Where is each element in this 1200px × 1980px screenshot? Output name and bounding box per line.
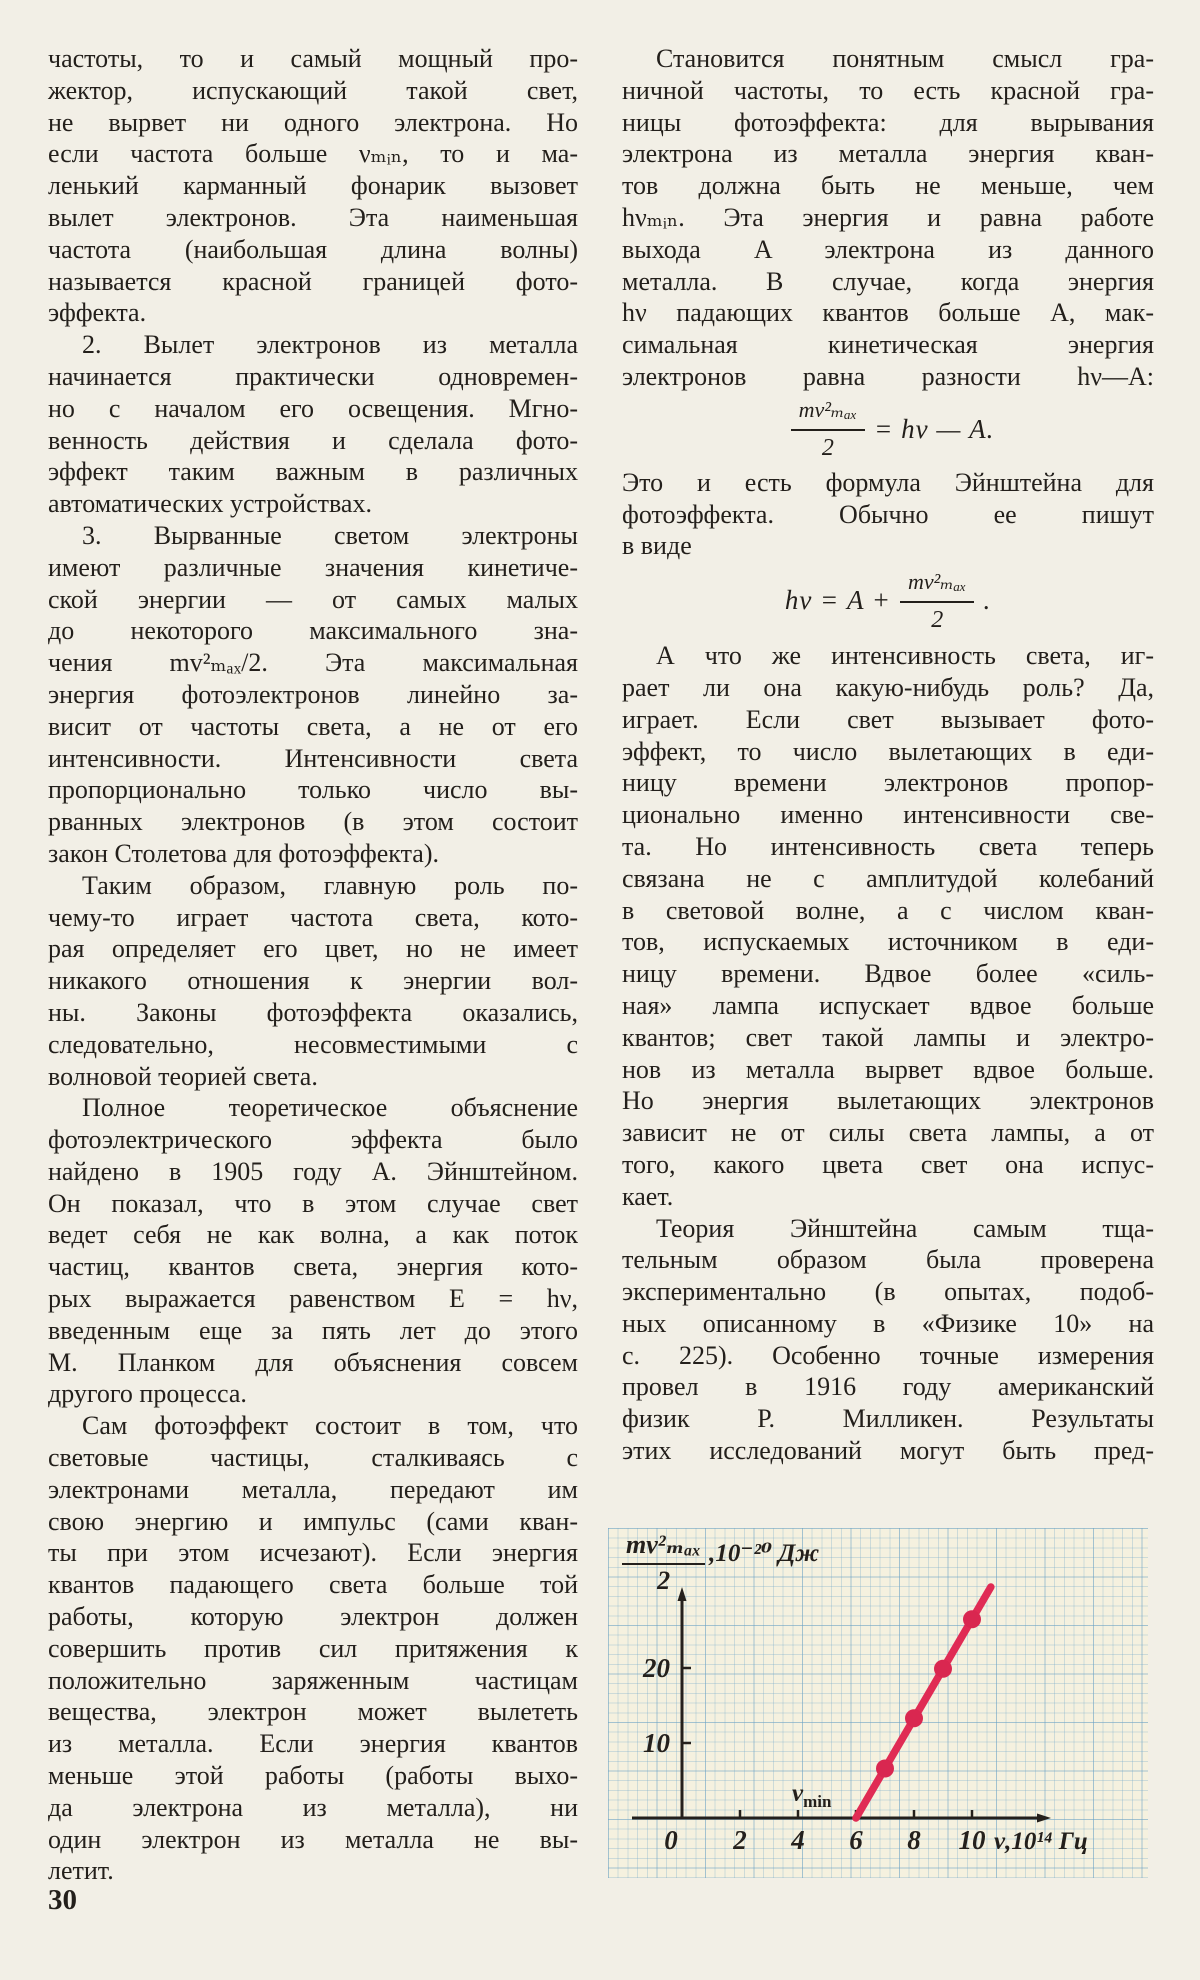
text-line: частиц, квантов света, энергия кото- [48,1252,578,1282]
text-line: совершить против сил притяжения к [48,1633,578,1663]
text-line: рванных электронов (в этом состоит [48,807,578,837]
x-tick-label: 10 [958,1825,986,1855]
text-line: тов должна быть не меньше, чем [622,171,1154,201]
text-line: чему-то играет частота света, кото- [48,902,578,932]
text-line: но с началом его освещения. Мгно- [48,393,578,423]
fraction-numerator: mv²ₘₐₓ [791,394,865,431]
text-line: выхода A электрона из данного [622,234,1154,264]
text-line: висит от частоты света, а не от его [48,711,578,741]
text-line: вещества, электрон может вылететь [48,1697,578,1727]
text-line: металла. В случае, когда энергия [622,266,1154,296]
fraction-numerator: mv²ₘₐₓ [622,1530,705,1565]
text-line: того, какого цвета свет она испус- [622,1149,1154,1179]
left-column [48,43,578,1887]
text-line: симальная кинетическая энергия [622,330,1154,360]
text-line: положительно заряженным частицам [48,1665,578,1695]
text-line: электрона из металла энергия кван- [622,139,1154,169]
text-line: играет. Если свет вызывает фото- [622,704,1154,734]
text-line: hνₘᵢₙ. Эта энергия и равна работе [622,202,1154,232]
text-line: тов, испускаемых источником в еди- [622,927,1154,957]
text-line: не вырвет ни одного электрона. Но [48,107,578,137]
x-tick-label: 4 [791,1825,805,1855]
x-tick-label: 2 [733,1825,747,1855]
text-line: провел в 1916 году американский [622,1372,1154,1402]
text-line: волновой теорией света. [48,1061,318,1091]
text-line: ционально именно интенсивности све- [622,800,1154,830]
text-line: рых выражается равенством E = hν, [48,1284,578,1314]
formula-einstein-difference [622,393,1154,467]
y-axis-label [622,1530,819,1596]
text-line: автоматических устройствах. [48,489,372,519]
text-line: ведет себя не как волна, а как поток [48,1220,578,1250]
text-line: свою энергию и импульс (сами кван- [48,1506,578,1536]
text-line: рает ли она какую-нибудь роль? Да, [622,672,1154,702]
data-point [934,1660,952,1678]
text-line: Полное теоретическое объяснение [82,1093,578,1123]
fraction-denominator: 2 [657,1566,671,1595]
text-line: пропорционально только число вы- [48,775,578,805]
x-tick-label: 6 [849,1825,863,1855]
text-line: вылет электронов. Эта наименьшая [48,202,578,232]
fraction-denominator: 2 [931,606,944,633]
text-line: следовательно, несовместимыми с [48,1029,578,1059]
nu-min-label [792,1780,831,1812]
data-point [905,1709,923,1727]
text-line: квантов; свет такой лампы и электро- [622,1022,1154,1052]
text-line: имеют различные значения кинетиче- [48,552,578,582]
data-point [876,1760,894,1778]
x-axis-label: ν,10¹⁴ Гц [994,1828,1088,1855]
text-line: другого процесса. [48,1379,247,1409]
text-line: связана не с амплитудой колебаний [622,863,1154,893]
text-line: ницы фотоэффекта: для вырывания [622,107,1154,137]
text-line: летит. [48,1856,114,1886]
text-line: фотоэффекта. Обычно ее пишут [622,499,1154,529]
text-line: в виде [622,531,692,561]
text-line: электронов равна разности hν—A: [622,361,1154,391]
nu-min-sub: min [803,1792,832,1811]
fraction-denominator: 2 [821,435,834,462]
text-line: энергия фотоэлектронов линейно за- [48,679,578,709]
text-line: если частота больше νₘᵢₙ, то и ма- [48,139,578,169]
text-line: закон Столетова для фотоэффекта). [48,838,439,868]
text-line: ленький карманный фонарик вызовет [48,171,578,201]
y-tick-label: 10 [643,1728,670,1758]
text-line: Он показал, что в этом случае свет [48,1188,578,1218]
text-line: рая определяет его цвет, но не имеет [48,934,578,964]
text-line: эффекта. [48,298,147,328]
text-line: зависит не от силы света лампы, а от [622,1118,1154,1148]
paragraph [622,1213,1154,1467]
text-line: А что же интенсивность света, иг- [656,641,1154,671]
text-line: этих исследований могут быть пред- [622,1436,1154,1466]
text-line: Таким образом, главную роль по- [82,870,578,900]
text-line: введенным еще за пять лет до этого [48,1315,578,1345]
text-line: ны. Законы фотоэффекта оказались, [48,997,578,1027]
text-line: фотоэлектрического эффекта было [48,1125,578,1155]
text-line: физик Р. Милликен. Результаты [622,1404,1154,1434]
text-line: ты при этом исчезают). Если энергия [48,1538,578,1568]
x-tick-label: 8 [907,1825,921,1855]
nu-min-base: ν [792,1780,804,1807]
text-line: тельным образом была проверена [622,1245,1154,1275]
text-line: Но энергия вылетающих электронов [622,1086,1154,1116]
formula-einstein-sum [622,562,1154,640]
text-line: частоты, то и самый мощный про- [48,44,578,73]
text-line: начинается практически одновремен- [48,361,578,391]
text-line: ная» лампа испускает вдвое больше [622,990,1154,1020]
text-line: частота (наибольшая длина волны) [48,234,578,264]
text-line: Теория Эйнштейна самым тща- [656,1213,1154,1243]
paragraph [622,467,1154,562]
photoeffect-chart [608,1528,1148,1878]
fraction [900,566,974,637]
text-line: электронами металла, передают им [48,1474,578,1504]
text-line: Становится понятным смысл гра- [656,44,1154,73]
text-line: ничной частоты, то есть красной гра- [622,75,1154,105]
data-point [963,1610,981,1628]
text-line: экспериментально (в опытах, подоб- [622,1277,1154,1307]
paragraph [622,640,1154,1212]
fraction-numerator: mv²ₘₐₓ [900,566,974,603]
text-line: жектор, испускающий такой свет, [48,75,578,105]
text-line: никакого отношения к энергии вол- [48,966,578,996]
text-line: 2. Вылет электронов из металла [82,330,578,360]
text-line: 3. Вырванные светом электроны [82,520,578,550]
text-line: квантов падающего света больше той [48,1570,578,1600]
text-line: меньше этой работы (работы выхо- [48,1761,578,1791]
text-line: с. 225). Особенно точные измерения [622,1340,1154,1370]
text-line: ных описанному в «Физике 10» на [622,1308,1154,1338]
text-line: нов из металла вырвет вдвое больше. [622,1054,1154,1084]
y-tick-label: 20 [643,1653,670,1683]
text-line: до некоторого максимального зна- [48,616,578,646]
page-number: 30 [48,1884,77,1916]
text-line: интенсивности. Интенсивности света [48,743,578,773]
fraction [622,1530,705,1596]
text-line: Это и есть формула Эйнштейна для [622,467,1154,497]
text-line: ской энергии — от самых малых [48,584,578,614]
right-column [622,43,1154,1467]
text-line: кает. [622,1181,674,1211]
formula-rhs: = hν — A. [874,413,995,444]
text-line: ницу времени. Вдвое более «силь- [622,959,1154,989]
formula-lhs: hν = A + [784,585,891,616]
x-tick-label: 0 [664,1825,678,1855]
text-line: называется красной границей фото- [48,266,578,296]
text-line: чения mv²ₘₐₓ/2. Эта максимальная [48,648,578,678]
text-line: Сам фотоэффект состоит в том, что [82,1411,578,1441]
text-line: из металла. Если энергия квантов [48,1729,578,1759]
formula-rhs: . [983,585,992,616]
text-line: световые частицы, сталкиваясь с [48,1443,578,1473]
y-axis-units: ,10⁻²⁰ Дж [709,1539,820,1567]
text-line: hν падающих квантов больше A, мак- [622,298,1154,328]
text-line: М. Планком для объяснения совсем [48,1347,578,1377]
text-line: в световой волне, а с числом кван- [622,895,1154,925]
text-line: да электрона из металла), ни [48,1792,578,1822]
text-line: эффект таким важным в различных [48,457,578,487]
fraction [791,394,865,465]
text-line: работы, которую электрон должен [48,1602,578,1632]
text-line: один электрон из металла не вы- [48,1824,578,1854]
text-line: ницу времени электронов пропор- [622,768,1154,798]
paragraph [622,43,1154,393]
text-line: найдено в 1905 году А. Эйнштейном. [48,1156,578,1186]
text-line: венность действия и сделала фото- [48,425,578,455]
text-line: та. Но интенсивность света теперь [622,831,1154,861]
text-line: эффект, то число вылетающих в еди- [622,736,1154,766]
